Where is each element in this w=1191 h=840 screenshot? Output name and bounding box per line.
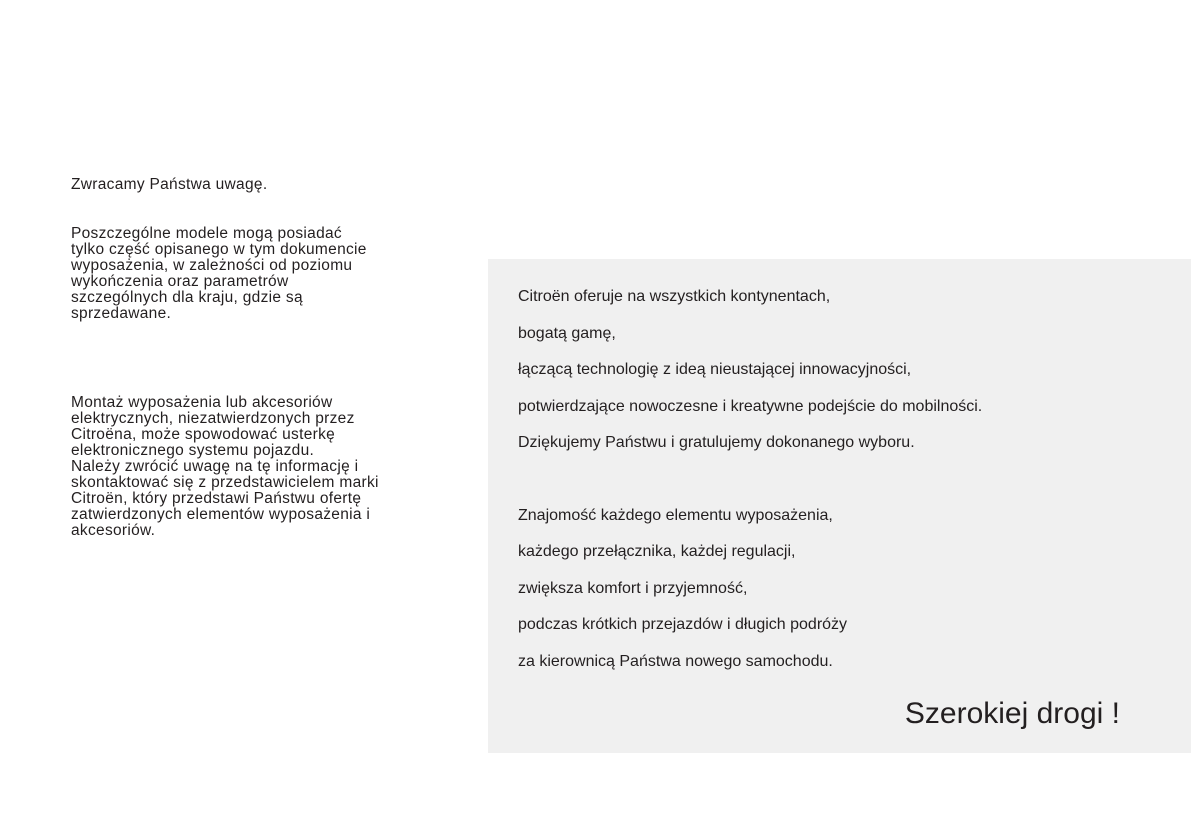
intro-line: łączącą technologię z ideą nieustającej innowacyjności, [518, 361, 912, 378]
knowledge-line: każdego przełącznika, każdej regulacji, [518, 543, 796, 560]
installation-paragraph [71, 395, 379, 539]
models-line: wykończenia oraz parametrów [71, 273, 289, 290]
intro-line: bogatą gamę, [518, 325, 616, 342]
intro-line: Citroën oferuje na wszystkich kontynentach, [518, 288, 831, 305]
welcome-panel [488, 259, 1191, 753]
installation-line: akcesoriów. [71, 522, 156, 539]
models-line: szczególnych dla kraju, gdzie są [71, 289, 303, 306]
installation-line: zatwierdzonych elementów wyposażenia i [71, 506, 371, 523]
intro-line: potwierdzające nowoczesne i kreatywne podejście do mobilności. [518, 398, 983, 415]
installation-line: Montaż wyposażenia lub akcesoriów [71, 394, 333, 411]
models-line: wyposażenia, w zależności od poziomu [71, 257, 353, 274]
knowledge-line: podczas krótkich przejazdów i długich podróży [518, 616, 848, 633]
intro-line: Dziękujemy Państwu i gratulujemy dokonanego wyboru. [518, 434, 915, 451]
installation-line: elektrycznych, niezatwierdzonych przez [71, 410, 355, 427]
models-line: tylko część opisanego w tym dokumencie [71, 241, 367, 258]
installation-line: skontaktować się z przedstawicielem marki [71, 474, 379, 491]
installation-line: Należy zwrócić uwagę na tę informację i [71, 458, 359, 475]
models-line: sprzedawane. [71, 305, 172, 322]
knowledge-line: zwiększa komfort i przyjemność, [518, 580, 748, 597]
models-paragraph [71, 226, 367, 322]
models-line: Poszczególne modele mogą posiadać [71, 225, 342, 242]
knowledge-line: Znajomość każdego elementu wyposażenia, [518, 507, 833, 524]
knowledge-line: za kierownicą Państwa nowego samochodu. [518, 653, 833, 670]
notice-title: Zwracamy Państwa uwagę. [71, 176, 268, 193]
installation-line: elektronicznego systemu pojazdu. [71, 442, 315, 459]
installation-line: Citroën, który przedstawi Państwu ofertę [71, 490, 362, 507]
closing-greeting: Szerokiej drogi ! [904, 697, 1120, 730]
installation-line: Citroëna, może spowodować usterkę [71, 426, 336, 443]
